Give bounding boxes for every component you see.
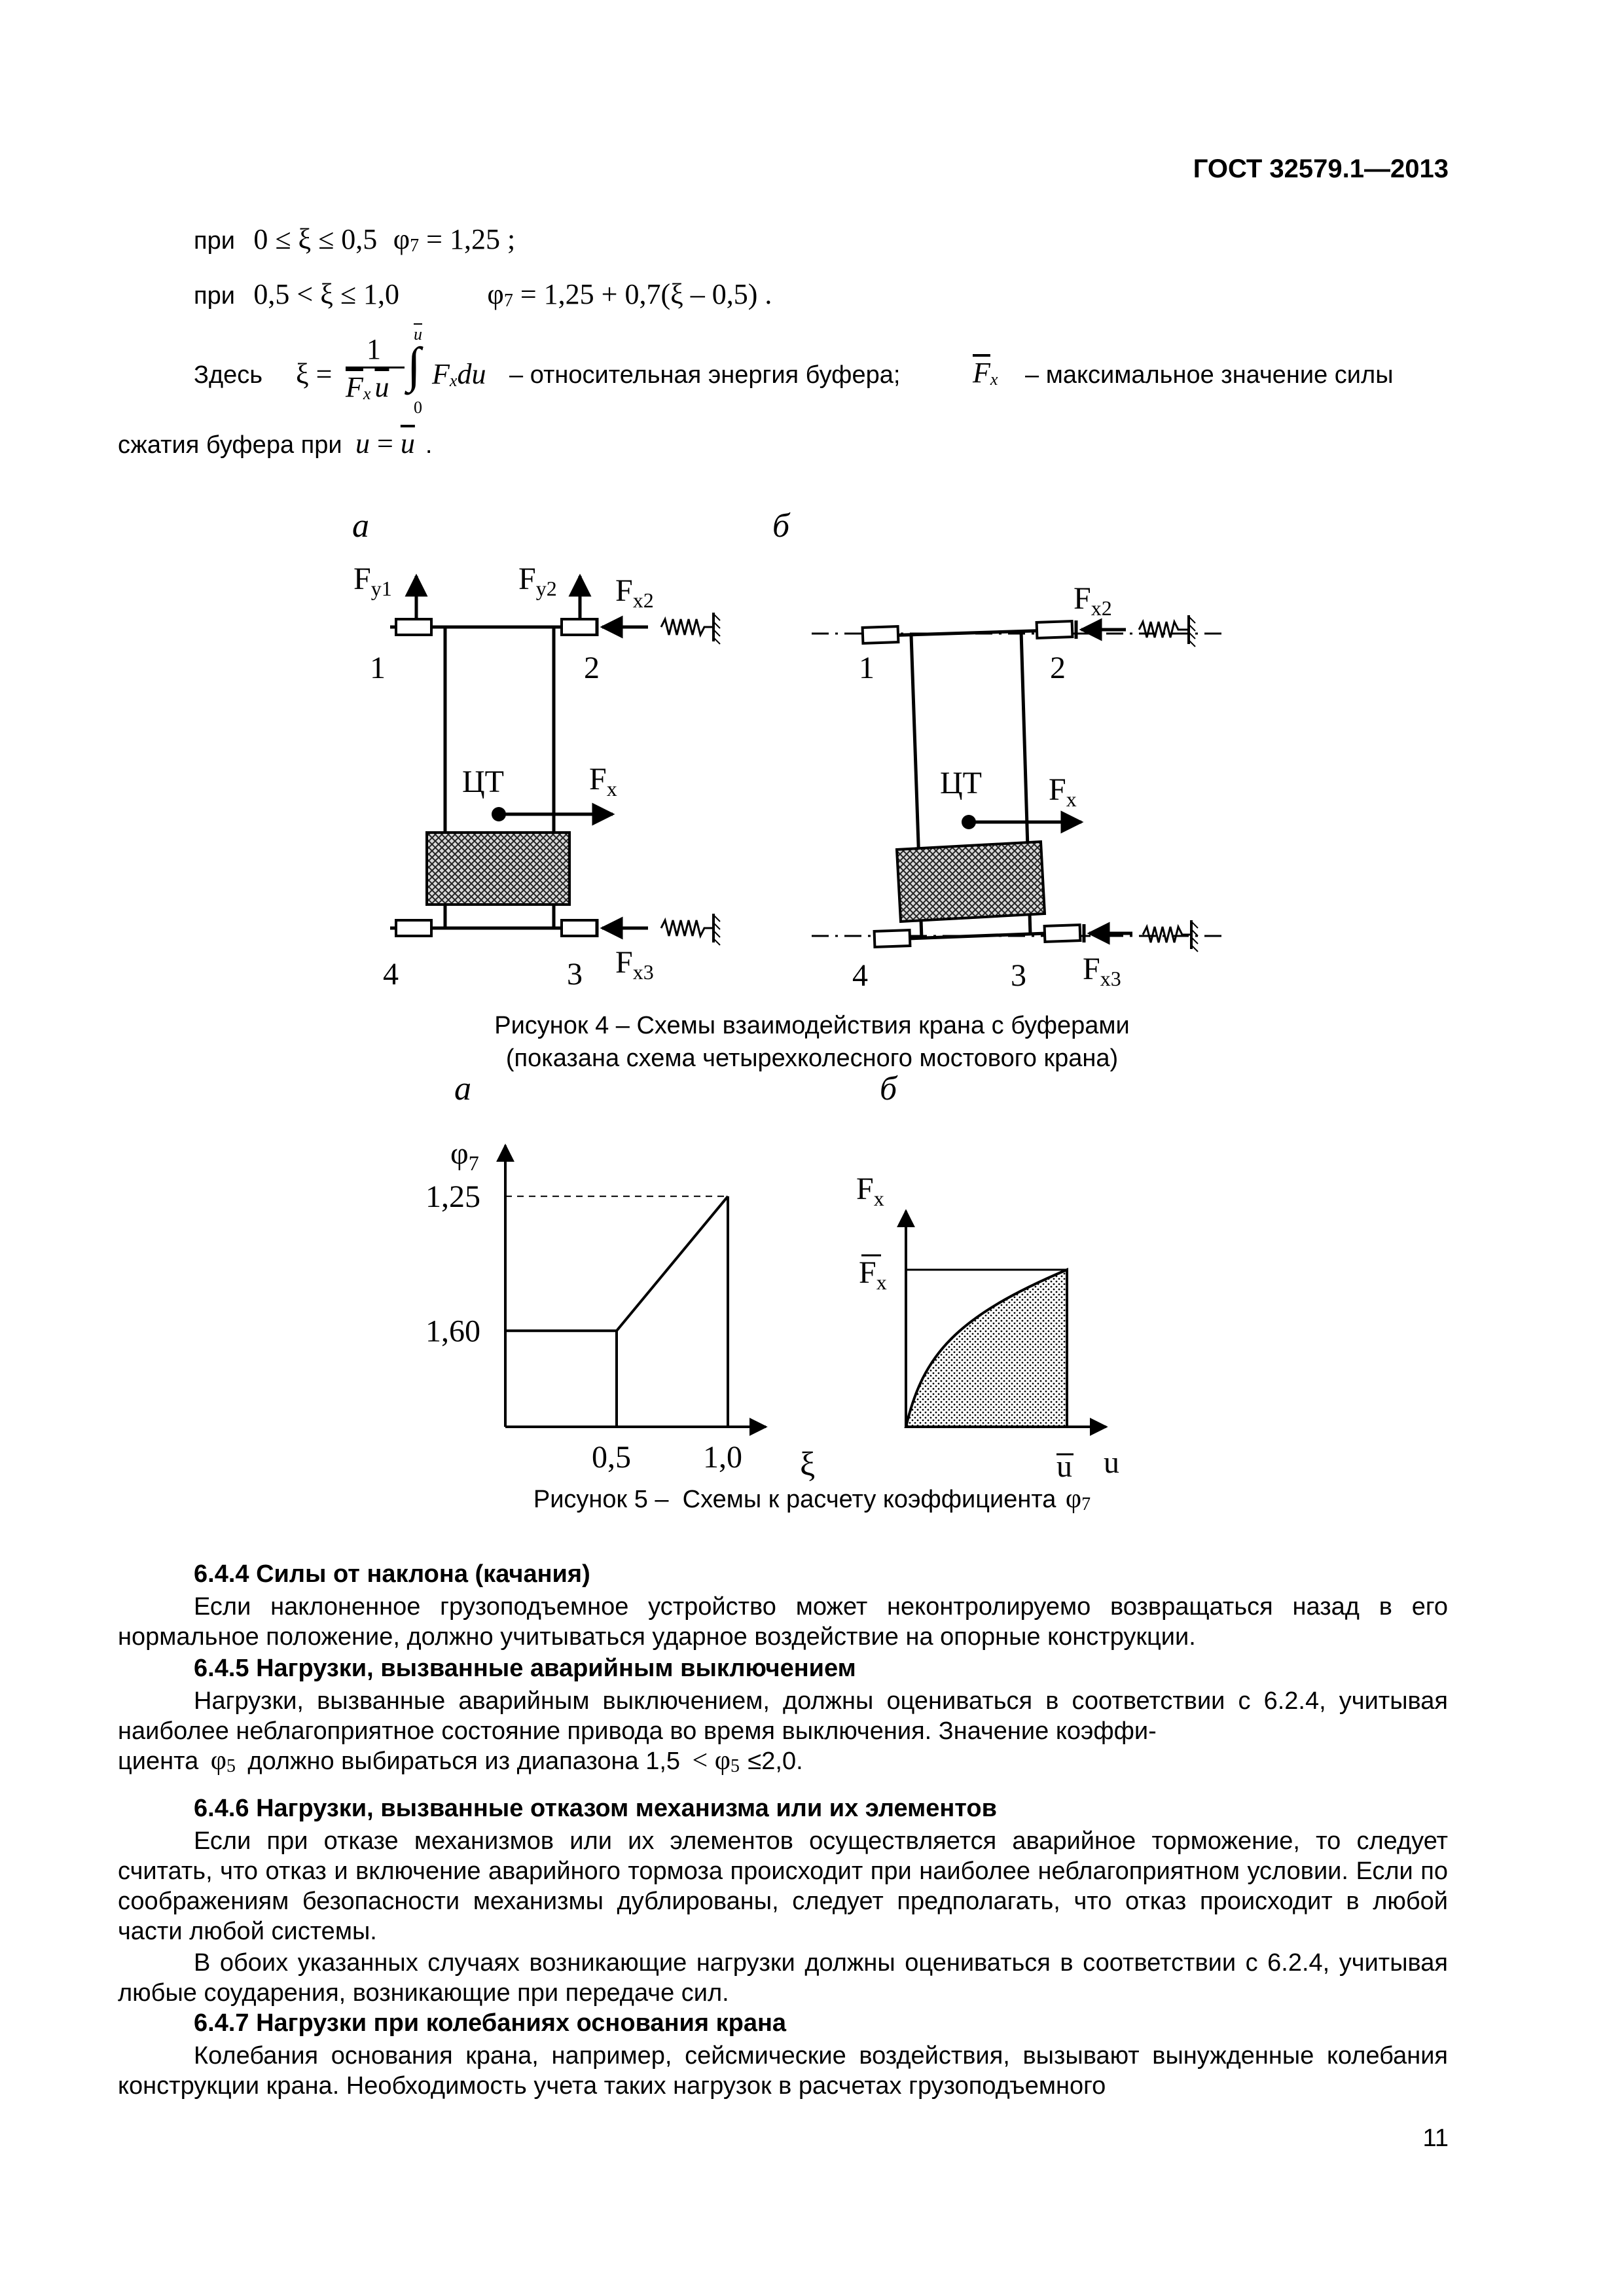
fig4b-trolley [897,842,1045,922]
integrand-sub: x [449,371,458,391]
definition-text-1: – относительная энергия буфера; [509,361,901,389]
denominator-u: $\overline{u}$ [374,371,389,403]
formula-2-value: = 1,25 + 0,7(ξ – 0,5) . [513,278,772,310]
fig4b-num-1: 1 [859,651,875,685]
fig5b-x-tick-label: u [1056,1449,1072,1484]
fig4b-spring-bottom [1143,927,1191,942]
formula-2-phi-sub: 7 [503,291,513,312]
fig5a-series-line [505,1196,728,1331]
fig4b-fx-label: $F_x$ [1049,772,1077,811]
definition-xi: ξ = [296,358,333,390]
section-646-title: 6.4.6 Нагрузки, вызванные отказом механизма или их элементов [194,1795,997,1822]
fig5-caption-text: Рисунок 5 – Схемы к расчету коэффициента [533,1486,1056,1513]
denominator-f: $\overline{F}$ [346,371,363,403]
definition-line-2-end: . [425,431,433,459]
fig4-label-b: б [772,507,790,545]
section-644-para [118,1592,1448,1652]
definition-line-2-eq: = [370,427,401,459]
section-647-para-1 [118,2041,1448,2101]
fig4-scheme-b [812,581,1224,993]
fig4a-fx2-label: $F_{x2}$ [615,573,654,612]
fig4b-fx2-label: $F_{x2}$ [1074,581,1112,620]
definition-numerator: 1 [367,333,381,365]
fig4-caption-line-1: Рисунок 4 – Схемы взаимодействия крана с буферами [494,1012,1130,1039]
section-647-title: 6.4.7 Нагрузки при колебаниях основания крана [194,2009,787,2037]
fig4b-wheel-4 [875,930,911,947]
section-646-para-2 [118,1948,1448,2008]
section-646-para-2-text: В обоих указанных случаях возникающие нагрузки должны оцениваться в соответствии с 6.2.4, учитывая любые соударения, возникающие при передаче сил. [118,1949,1448,2007]
formula-2-phi: φ [487,278,504,310]
fig4a-spring-bottom [661,920,713,936]
fig5a-ytick-2: 1,60 [425,1314,480,1349]
fig4b-wheel-3 [1045,925,1081,942]
fig4b-num-4: 4 [852,958,868,993]
definition-line-2-ubar: $\overline{u}$ [400,427,415,459]
integrand-f: F [432,358,450,390]
fig4-label-a: а [352,507,369,545]
fig4a-ct-label: ЦТ [462,764,504,799]
fig5b-x-axis-label: u [1104,1445,1119,1480]
fig4b-wheel-1 [863,626,899,643]
fig4b-fx3-label: $F_{x3}$ [1083,952,1121,990]
section-647-para-1-text: Колебания основания крана, например, сейсмические воздействия, вызывают вынужденные колебания конструкции крана. Необходимость учета таких нагрузок в расчетах грузоподъемного [118,2042,1448,2100]
fig4a-fx-label: $F_x$ [589,762,617,800]
definition-line-2-u: u [355,427,370,459]
fig4a-wheel-3 [562,920,597,936]
section-645-phi-sub-2: 5 [730,1756,740,1777]
fig4b-wheel-2 [1037,621,1073,638]
fig4a-num-1: 1 [370,651,386,685]
fig4b-spring-top [1139,622,1189,637]
definition-line-2-text: сжатия буфера при [118,431,342,459]
formula-1-phi: φ [393,223,410,255]
formula-1-phi-sub: 7 [410,236,420,257]
section-645-para-1 [118,1686,1448,1746]
section-645-phi-sub: 5 [226,1756,236,1777]
formula-1-prefix: при [194,227,235,255]
fbar-sub: x [990,370,998,389]
fig4a-wheel-1 [396,619,431,635]
fig5a-xtick-1: 0,5 [592,1440,631,1475]
section-645-para-2 [118,1745,803,1777]
section-645-title: 6.4.5 Нагрузки, вызванные аварийным выключением [194,1655,856,1682]
fig4a-num-2: 2 [584,651,600,685]
section-645-para-2-b: должно выбираться из диапазона 1,5 [247,1748,681,1775]
fig4-caption-line-2: (показана схема четырехколесного мостового крана) [505,1045,1119,1072]
section-645-phi: φ [210,1746,226,1776]
section-646-para-1-text: Если при отказе механизмов или их элементов осуществляется аварийное торможение, то следует считать, что отказ и включение аварийного тормоза происходит при наиболее неблагоприятном условии. Если по соображениям безопасности механизмы дублированы, следует предполагать, что отказ происходит в любой части любой системы. [118,1827,1448,1945]
fig4a-wheel-4 [396,920,431,936]
fbar-f: $\overline{F}$ [973,357,990,389]
integrand-du: du [457,358,486,390]
fig5a-x-axis-label: ξ [800,1446,816,1483]
fig4b-num-2: 2 [1050,651,1066,685]
fig4a-fy1-label: $F_{y1}$ [353,562,392,600]
figure-4 [0,0,1624,1021]
formula-2-condition: 0,5 < ξ ≤ 1,0 [253,278,399,310]
formula-1-value: = 1,25 ; [419,223,516,255]
fig5a-y-axis-label: $\varphi_7$ [450,1136,479,1175]
standard-header: ГОСТ 32579.1—2013 [1193,154,1449,183]
fig5-label-b: б [880,1073,897,1107]
section-646-para-1 [118,1826,1448,1946]
fig5b-y-axis-label: $F_x$ [856,1172,884,1210]
section-644-para-text: Если наклоненное грузоподъемное устройство может неконтролируемо возвращаться назад в его нормальное положение, должно учитываться ударное воздействие на опорные конструкции. [118,1593,1448,1651]
fig5-caption-sub: 7 [1081,1494,1091,1515]
integral-upper: $\overline{u}$ [414,325,422,344]
fig4a-num-4: 4 [383,957,399,992]
fig4a-trolley [427,833,569,905]
fig4b-num-3: 3 [1011,958,1026,993]
section-644-title: 6.4.4 Силы от наклона (качания) [194,1560,590,1588]
section-645-para-2-d: ≤2,0. [748,1748,803,1775]
definition-text-2: – максимальное значение силы [1025,361,1394,389]
fig4a-fy2-label: $F_{y2}$ [518,562,557,600]
formula-2-prefix: при [194,282,235,310]
fig5a-xtick-2: 1,0 [703,1440,742,1475]
fig5a-ytick-1: 1,25 [425,1179,480,1214]
section-645-para-2-a: циента [118,1748,199,1775]
fig4-scheme-a [353,562,720,992]
integral-lower: 0 [414,398,422,417]
fig4b-ct-label: ЦТ [940,766,982,800]
fig5b-area [906,1270,1067,1427]
fig5-label-a: а [454,1073,471,1107]
formula-1-condition: 0 ≤ ξ ≤ 0,5 [253,223,378,255]
denominator-f-sub: x [363,384,371,404]
fig4a-wheel-2 [562,619,597,635]
definition-lead: Здесь [194,361,263,389]
fig5-chart-a [425,1136,815,1483]
fig5b-y-tick-label: $F_x$ [859,1255,887,1294]
fig5-caption-phi: φ [1065,1484,1082,1514]
fig4a-spring-top [661,619,713,635]
section-645-para-2-c: < φ [692,1746,731,1776]
section-645-para-1-text: Нагрузки, вызванные аварийным выключением, должны оцениваться в соответствии с 6.2.4, учитывая наиболее неблагоприятное состояние привода во время выключения. Значение коэффи- [118,1687,1448,1745]
integral-sign: ∫ [407,338,421,393]
page-number: 11 [1422,2125,1449,2152]
figure-5 [0,1073,1624,1505]
fig5-chart-b [856,1172,1119,1484]
fig4a-fx3-label: $F_{x3}$ [615,945,654,984]
fig4a-num-3: 3 [567,957,583,992]
fig5-caption [0,1483,1624,1515]
